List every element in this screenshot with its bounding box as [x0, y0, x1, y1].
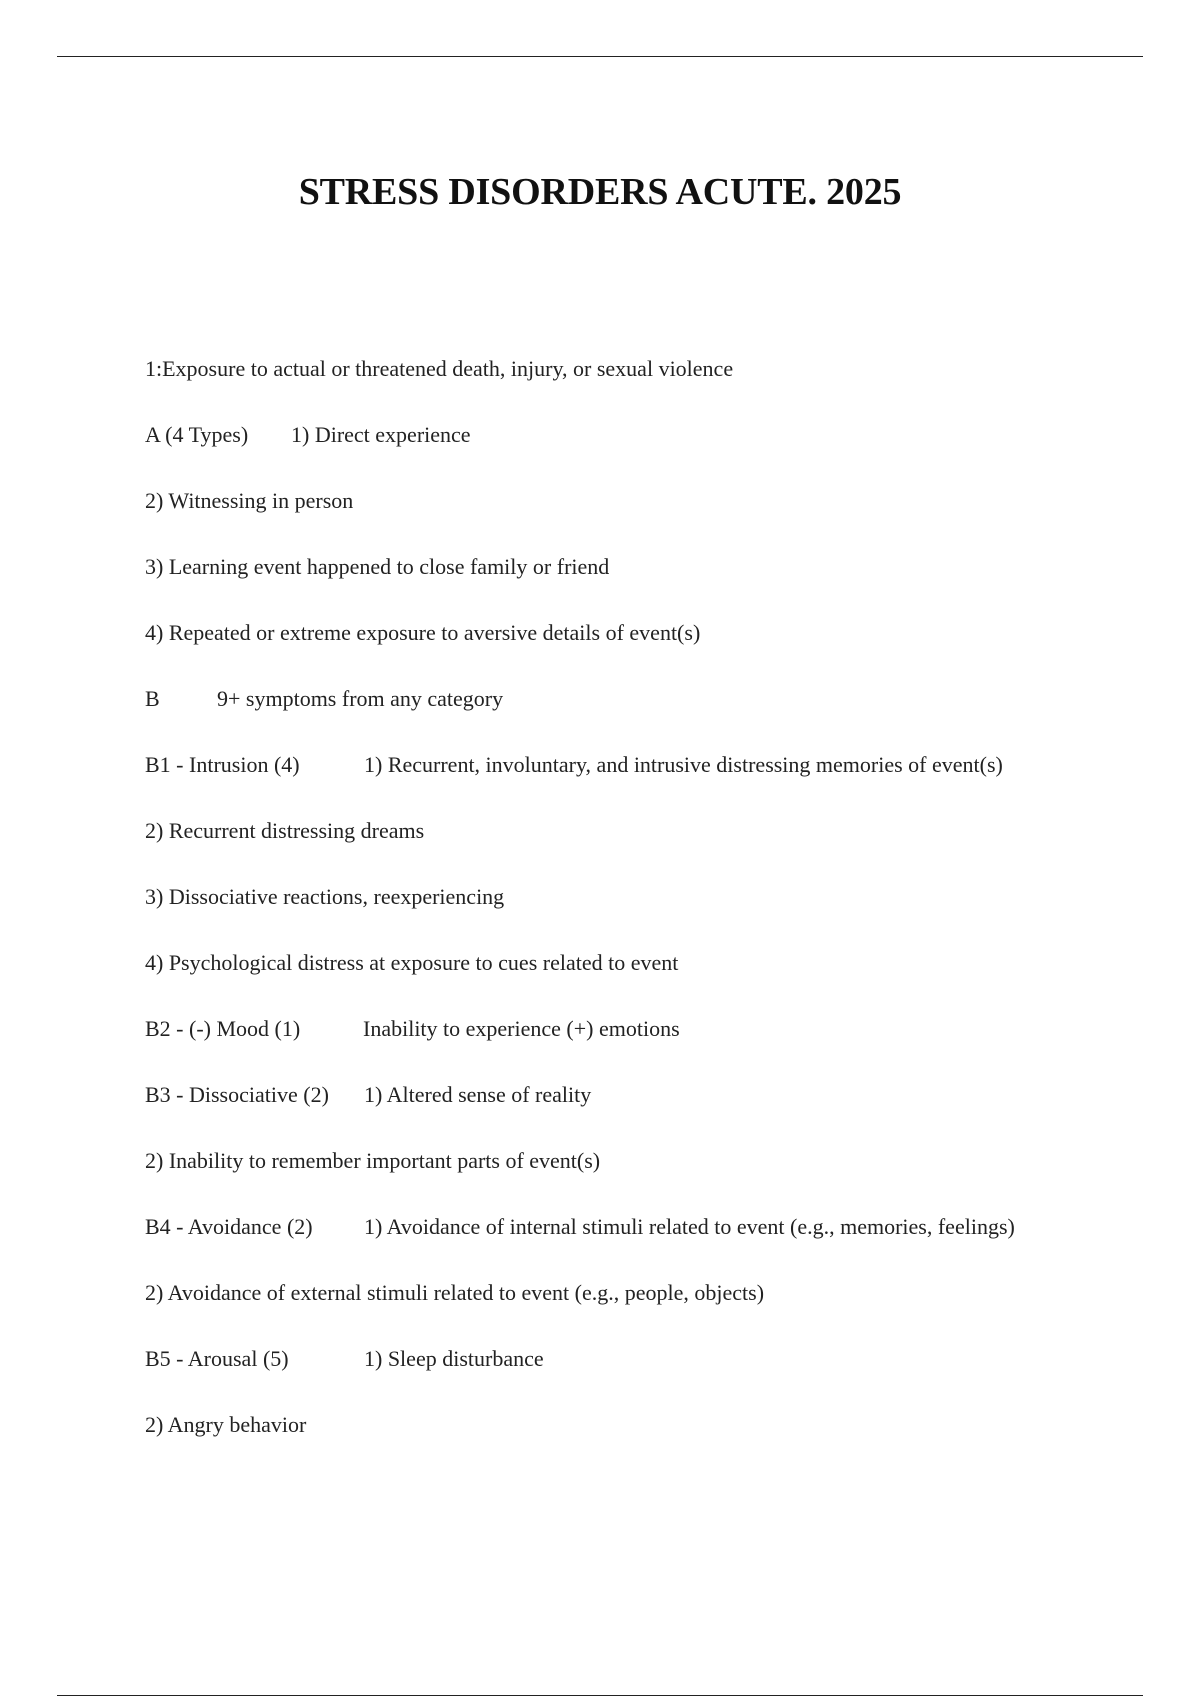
header-rule — [57, 56, 1143, 57]
list-item — [145, 1412, 1145, 1478]
item-label: B2 - (-) Mood (1) — [145, 1016, 301, 1041]
item-text: 2) Witnessing in person — [145, 488, 354, 513]
document-body — [145, 356, 1145, 1478]
list-item — [145, 950, 1145, 1016]
item-label: B1 - Intrusion (4) — [145, 752, 300, 777]
list-item — [145, 488, 1145, 554]
item-text: 1) Sleep disturbance — [364, 1346, 544, 1371]
item-text: 1) Avoidance of internal stimuli related to event (e.g., memories, feelings) — [364, 1214, 1015, 1239]
item-label: B4 - Avoidance (2) — [145, 1214, 313, 1239]
list-item — [145, 1016, 1145, 1082]
list-item — [145, 1082, 1145, 1148]
list-item — [145, 1280, 1145, 1346]
item-text: Inability to experience (+) emotions — [363, 1016, 680, 1041]
item-text: 1) Recurrent, involuntary, and intrusive distressing memories of event(s) — [364, 752, 1003, 777]
item-text: 4) Repeated or extreme exposure to aversive details of event(s) — [145, 620, 701, 645]
item-text: 4) Psychological distress at exposure to cues related to event — [145, 950, 679, 975]
document-title: STRESS DISORDERS ACUTE. 2025 — [298, 171, 902, 213]
list-item — [145, 356, 1145, 422]
item-label: B5 - Arousal (5) — [145, 1346, 289, 1371]
item-label: B3 - Dissociative (2) — [145, 1082, 329, 1107]
item-text: 2) Recurrent distressing dreams — [145, 818, 425, 843]
footer-rule — [57, 1695, 1143, 1696]
list-item — [145, 422, 1145, 488]
list-item — [145, 1346, 1145, 1412]
list-item — [145, 752, 1145, 818]
item-text: 2) Angry behavior — [145, 1412, 307, 1437]
item-label: A (4 Types) — [145, 422, 249, 447]
list-item — [145, 1148, 1145, 1214]
list-item — [145, 884, 1145, 950]
item-text: 2) Avoidance of external stimuli related to event (e.g., people, objects) — [145, 1280, 765, 1305]
list-item — [145, 620, 1145, 686]
item-text: 3) Dissociative reactions, reexperiencing — [145, 884, 505, 909]
item-text: 1) Direct experience — [291, 422, 471, 447]
list-item — [145, 686, 1145, 752]
item-label: B — [145, 686, 160, 711]
item-text: 1:Exposure to actual or threatened death, injury, or sexual violence — [145, 356, 734, 381]
item-text: 3) Learning event happened to close family or friend — [145, 554, 610, 579]
item-text: 9+ symptoms from any category — [217, 686, 504, 711]
list-item — [145, 554, 1145, 620]
item-text: 1) Altered sense of reality — [364, 1082, 592, 1107]
list-item — [145, 818, 1145, 884]
list-item — [145, 1214, 1145, 1280]
item-text: 2) Inability to remember important parts of event(s) — [145, 1148, 601, 1173]
